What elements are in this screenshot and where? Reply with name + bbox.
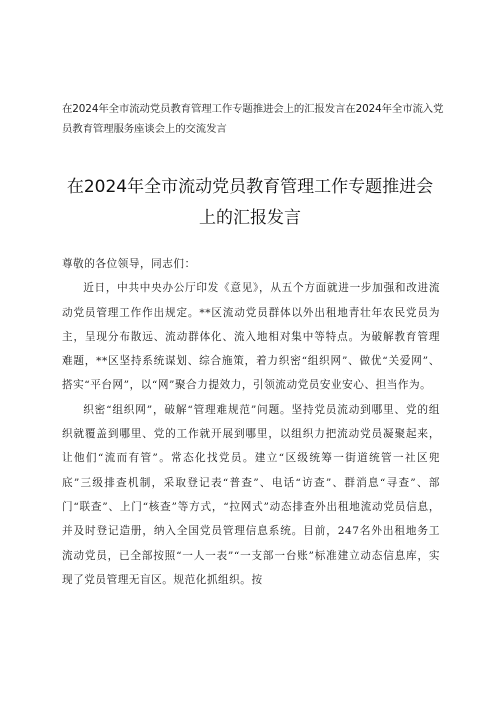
body-paragraph-2: 织密“组织网”，破解“管理难规范”问题。坚持党员流动到哪里、党的组织就覆盖到哪里、党的工作就开展到哪里，以组织力把流动党员凝聚起来，让他们“流而有管”。常态化找党员。建立“区级统筹一街道统管一社区兜底”三级排查机制，采取登记表“普查”、电话“访查”、群消息“寻查”、部门“联查”、上门“核查”等方式，“拉网式”动态排查外出租地流动党员信息，并及时登记造册，纳入全国党员管理信息系统。目前，247名外出租地务工流动党员，已全部按照“一人一表”“一支部一台账”标准建立动态信息库，实现了党员管理无盲区。规范化抓组织。按	[62, 403, 440, 586]
document-body	[62, 252, 440, 592]
salutation: 尊敬的各位领导，同志们：	[62, 258, 196, 270]
document-header: 在2024年全市流动党员教育管理工作专题推进会上的汇报发言在2024年全市流入党员教育管理服务座谈会上的交流发言	[62, 103, 444, 135]
document-title: 在2024年全市流动党员教育管理工作专题推进会上的汇报发言	[66, 177, 434, 228]
body-paragraph-1: 近日，中共中央办公厅印发《意见》，从五个方面就进一步加强和改进流动党员管理工作作出规定。**区流动党员群体以外出租地青壮年农民党员为主，呈现分布散远、流动群体化、流入地相对集中等特点。为破解教育管理难题，**区坚持系统谋划、综合施策，着力织密“组织网”、做优“关爱网”、搭实“平台网”，以“网”聚合力提效力，引领流动党员安业安心、担当作为。	[62, 282, 440, 392]
